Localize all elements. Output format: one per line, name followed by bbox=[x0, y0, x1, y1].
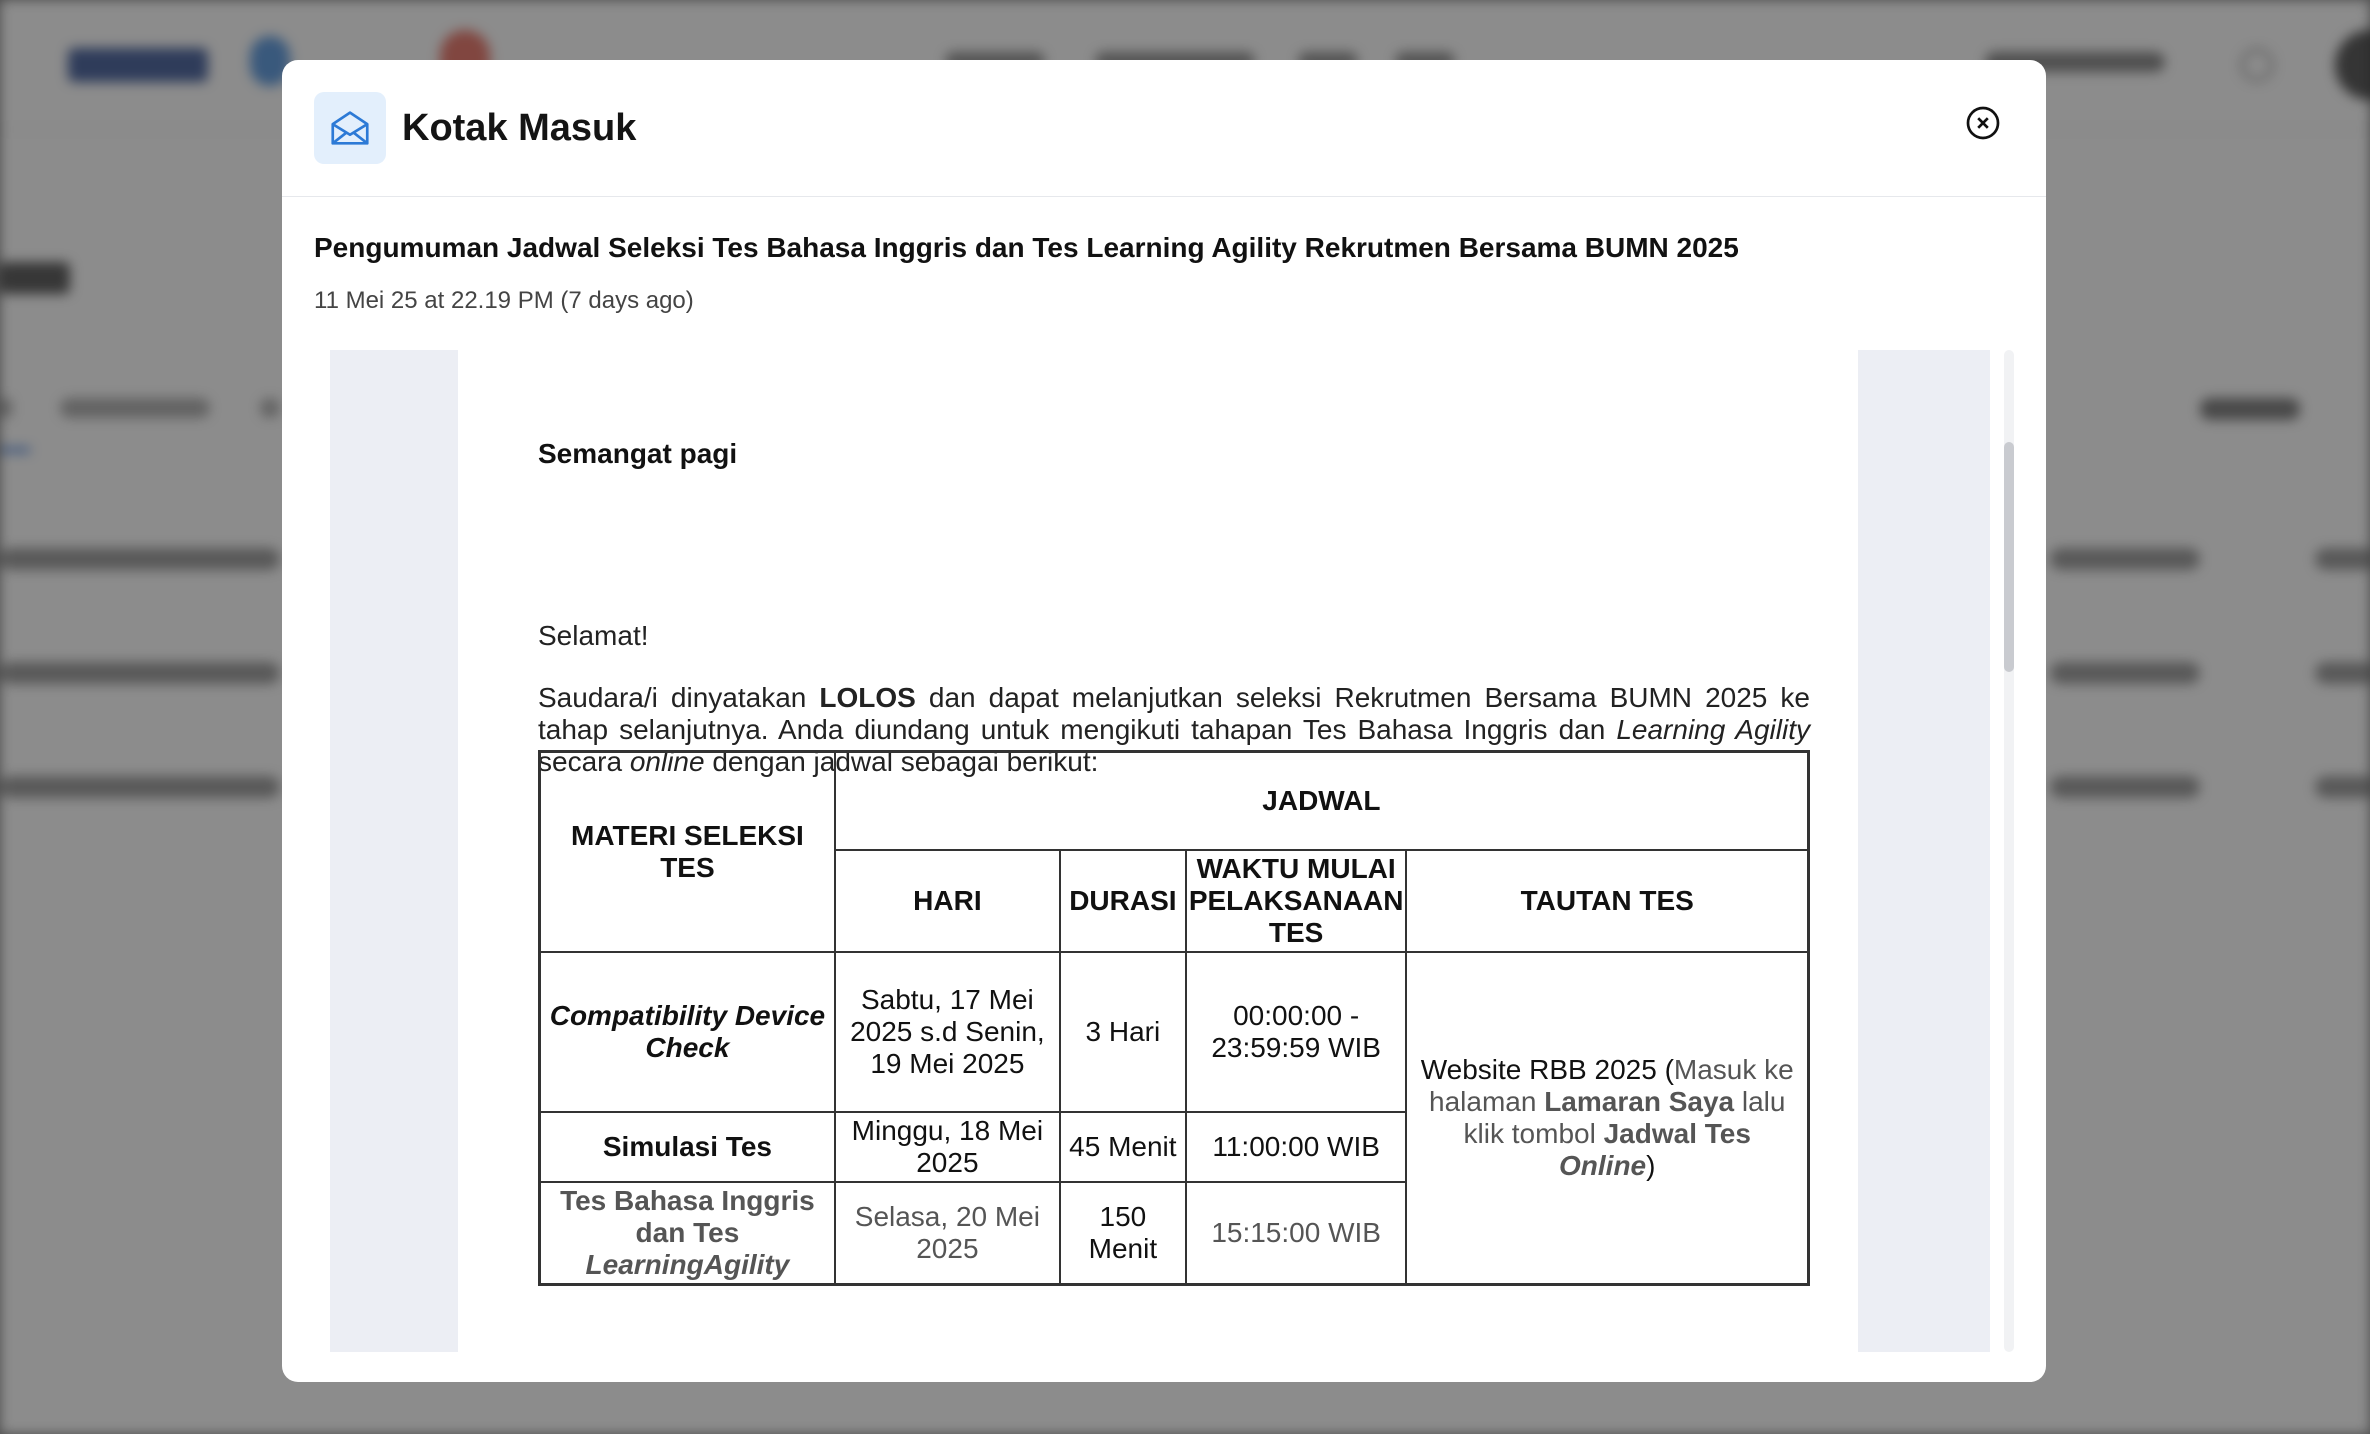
header-jadwal: JADWAL bbox=[835, 752, 1809, 850]
lolos-text: LOLOS bbox=[819, 682, 916, 713]
row-durasi: 3 Hari bbox=[1060, 952, 1186, 1112]
row-materi: Tes Bahasa Inggris dan Tes LearningAgility bbox=[540, 1182, 835, 1285]
inbox-modal bbox=[282, 60, 2046, 1382]
message-body-frame[interactable] bbox=[330, 350, 1990, 1352]
table-row bbox=[540, 952, 1809, 1112]
scrollbar-thumb[interactable] bbox=[2004, 442, 2014, 672]
row-waktu: 11:00:00 WIB bbox=[1186, 1112, 1407, 1182]
row-hari: Selasa, 20 Mei 2025 bbox=[835, 1182, 1060, 1285]
email-paragraph: Saudara/i dinyatakan LOLOS dan dapat melanjutkan seleksi Rekrutmen Bersama BUMN 2025 ke tahap selanjutnya. Anda diundang untuk mengikuti tahapan Tes Bahasa Inggris dan Learning Agility secara online dengan jadwal sebagai berikut: bbox=[538, 682, 1810, 777]
email-greeting: Semangat pagi bbox=[538, 438, 738, 469]
row-durasi: 150 Menit bbox=[1060, 1182, 1186, 1285]
scrollbar[interactable] bbox=[2004, 350, 2014, 1352]
row-waktu: 15:15:00 WIB bbox=[1186, 1182, 1407, 1285]
header-tautan: TAUTAN TES bbox=[1406, 850, 1808, 952]
row-durasi: 45 Menit bbox=[1060, 1112, 1186, 1182]
row-tautan: Website RBB 2025 (Masuk ke halaman Lamaran Saya lalu klik tombol Jadwal Tes Online) bbox=[1406, 952, 1808, 1285]
message-subject: Pengumuman Jadwal Seleksi Tes Bahasa Inggris dan Tes Learning Agility Rekrutmen Bersama BUMN 2025 bbox=[314, 232, 1739, 263]
header-materi: MATERI SELEKSI TES bbox=[540, 752, 835, 952]
close-button[interactable] bbox=[1964, 104, 2002, 142]
schedule-table bbox=[538, 750, 1810, 1286]
header-hari: HARI bbox=[835, 850, 1060, 952]
row-materi: Simulasi Tes bbox=[540, 1112, 835, 1182]
modal-header bbox=[282, 60, 2046, 197]
row-waktu: 00:00:00 - 23:59:59 WIB bbox=[1186, 952, 1407, 1112]
email-congrats: Selamat! bbox=[538, 620, 649, 651]
row-materi: Compatibility Device Check bbox=[540, 952, 835, 1112]
header-durasi: DURASI bbox=[1060, 850, 1186, 952]
message-date: 11 Mei 25 at 22.19 PM (7 days ago) bbox=[314, 287, 694, 314]
row-hari: Sabtu, 17 Mei 2025 s.d Senin, 19 Mei 2025 bbox=[835, 952, 1060, 1112]
mail-open-icon bbox=[314, 92, 386, 164]
close-circle-icon bbox=[1965, 105, 2001, 141]
header-waktu: WAKTU MULAI PELAKSANAAN TES bbox=[1186, 850, 1407, 952]
modal-title: Kotak Masuk bbox=[402, 107, 637, 149]
row-hari: Minggu, 18 Mei 2025 bbox=[835, 1112, 1060, 1182]
message-body-card bbox=[458, 350, 1858, 1352]
